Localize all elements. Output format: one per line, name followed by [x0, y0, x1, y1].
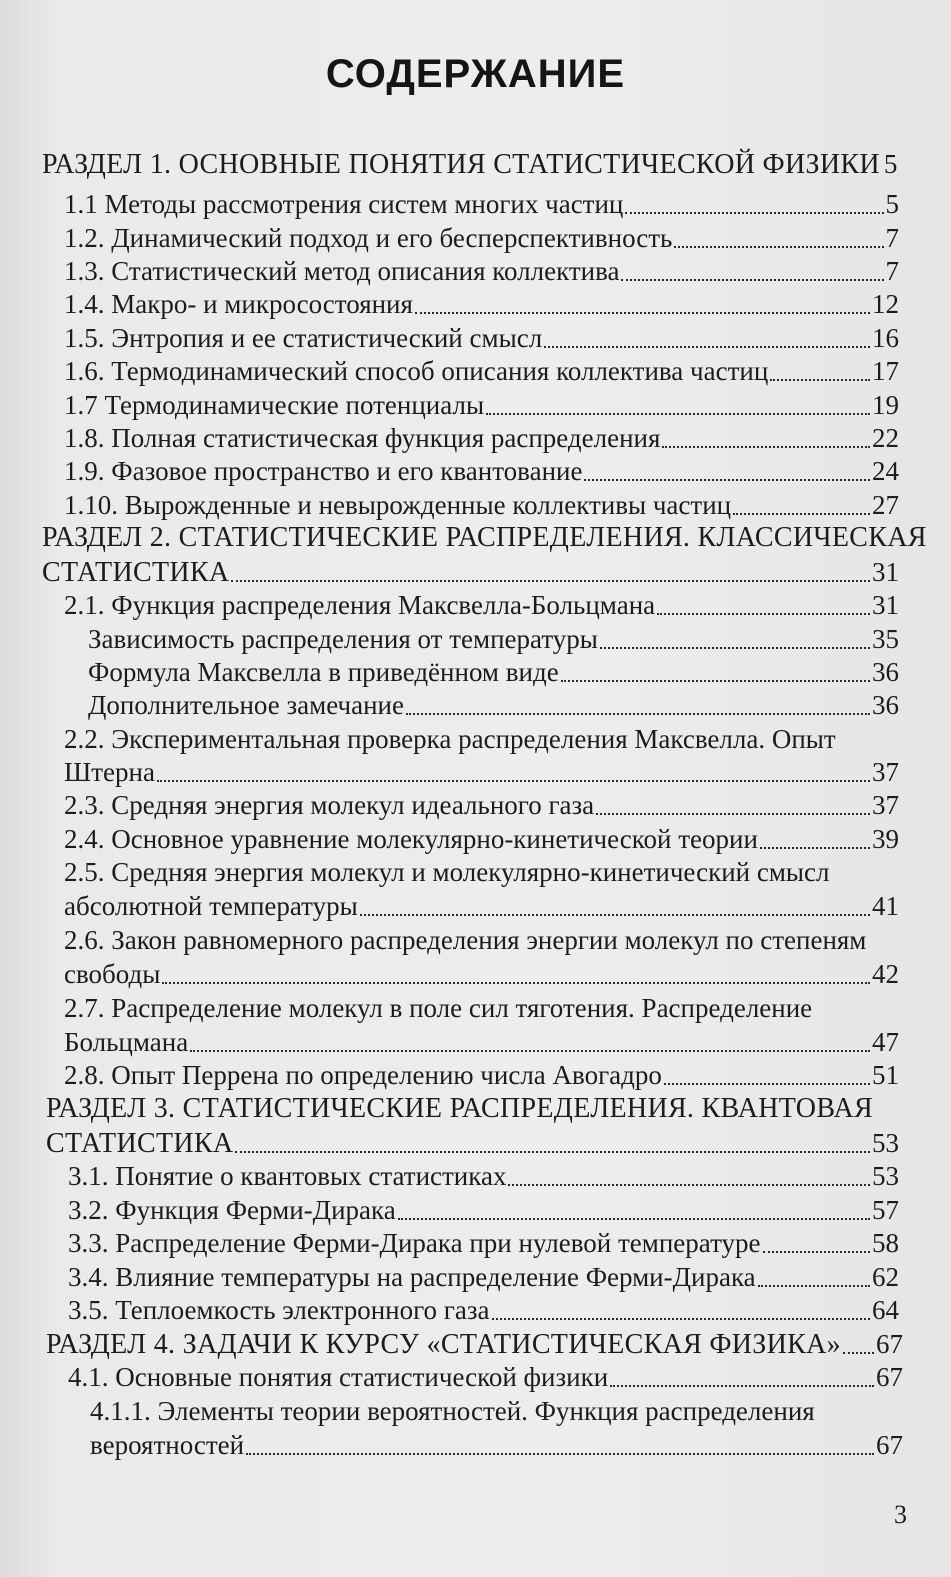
toc-leader-dots: [360, 913, 870, 916]
page-number: 3: [894, 1500, 907, 1529]
toc-leader-dots: [157, 779, 870, 782]
toc-entry-page: 24: [872, 456, 899, 486]
toc-leader-dots: [733, 512, 870, 515]
toc-entry: [46, 1328, 903, 1361]
toc-entry-page: 41: [872, 891, 899, 921]
toc-entry-title: 4.1. Основные понятия статистической физики: [68, 1362, 609, 1392]
toc-entry-page: 36: [872, 690, 899, 720]
toc-leader-dots: [398, 1217, 870, 1220]
toc-entry: [68, 1361, 903, 1394]
toc-entry-page: 37: [872, 757, 899, 787]
toc-leader-dots: [674, 245, 883, 248]
toc-entry-title: 1.6. Термодинамический способ описания коллектива частиц: [64, 356, 769, 386]
toc-entry: [64, 1026, 899, 1059]
toc-leader-dots: [657, 612, 870, 615]
toc-entry: [68, 1294, 899, 1327]
toc-entry-page: 7: [885, 256, 899, 286]
toc-leader-dots: [770, 378, 870, 381]
toc-entry-first-line: 2.5. Средняя энергия молекул и молекулярно-кинетический смысл: [64, 857, 830, 887]
toc-entry-page: 16: [872, 323, 899, 353]
toc-leader-dots: [162, 981, 870, 984]
toc-entry-first-line: 2.2. Экспериментальная проверка распределения Максвелла. Опыт: [64, 724, 836, 754]
toc-entry: [88, 689, 899, 722]
toc-leader-dots: [662, 445, 870, 448]
toc-entry: [64, 890, 899, 923]
toc-entry-title: 2.8. Опыт Перрена по определению числа Авогадро: [64, 1060, 662, 1090]
toc-entry-title: 1.7 Термодинамические потенциалы: [64, 390, 485, 420]
toc-entry-page: 31: [872, 557, 899, 587]
toc-entry: [64, 455, 899, 488]
toc-entry-title: 3.3. Распределение Ферми-Дирака при нулевой температуре: [68, 1228, 761, 1258]
toc-entry-page: 42: [872, 959, 899, 989]
toc-entry-page: 64: [872, 1295, 899, 1325]
toc-leader-dots: [406, 712, 870, 715]
toc-entry-page: 37: [872, 790, 899, 820]
toc-entry-title: вероятностей: [90, 1430, 245, 1460]
toc-entry-title: СТАТИСТИКА: [46, 1128, 234, 1159]
toc-entry-title: СТАТИСТИКА: [42, 557, 230, 588]
toc-entry: [64, 389, 899, 422]
toc-entry-first-line: 4.1.1. Элементы теории вероятностей. Функция распределения: [90, 1396, 815, 1426]
toc-leader-dots: [231, 579, 870, 582]
toc-leader-dots: [600, 646, 870, 649]
toc-entry: [88, 656, 899, 689]
toc-entry: [68, 1227, 899, 1260]
toc-leader-dots: [621, 278, 883, 281]
toc-entry: [64, 288, 899, 321]
toc-entry-page: 17: [872, 356, 899, 386]
page-title: СОДЕРЖАНИЕ: [325, 52, 626, 96]
toc-entry-first-line: 2.6. Закон равномерного распределения энергии молекул по степеням: [64, 925, 867, 955]
toc-entry-page: 7: [885, 223, 899, 253]
toc-leader-dots: [758, 1284, 870, 1287]
toc-entry-title: Зависимость распределения от температуры: [88, 624, 598, 654]
toc-entry-title: РАЗДЕЛ 4. ЗАДАЧИ К КУРСУ «СТАТИСТИЧЕСКАЯ ФИЗИКА»: [46, 1329, 841, 1360]
toc-leader-dots: [492, 1317, 871, 1320]
toc-leader-dots: [760, 846, 870, 849]
toc-entry-first-line: РАЗДЕЛ 2. СТАТИСТИЧЕСКИЕ РАСПРЕДЕЛЕНИЯ. КЛАССИЧЕСКАЯ: [42, 522, 927, 553]
toc-leader-dots: [415, 311, 870, 314]
toc-entry: [64, 756, 899, 789]
toc-entry: [64, 255, 899, 288]
toc-entry: [64, 1059, 899, 1092]
toc-leader-dots: [190, 1049, 870, 1052]
toc-entry-page: 53: [872, 1161, 899, 1191]
toc-entry-page: 67: [876, 1329, 903, 1359]
toc-entry-page: 47: [872, 1027, 899, 1057]
toc-entry-title: 1.4. Макро- и микросостояния: [64, 289, 413, 319]
toc-entry-page: 31: [872, 590, 899, 620]
toc-entry-page: 53: [872, 1128, 899, 1158]
toc-entry-page: 27: [872, 490, 899, 520]
toc-entry-page: 35: [872, 624, 899, 654]
toc-entry: [64, 489, 899, 522]
toc-entry-page: 39: [872, 824, 899, 854]
toc-leader-dots: [235, 1150, 870, 1153]
toc-entry: [68, 1194, 899, 1227]
toc-entry-page: 36: [872, 657, 899, 687]
toc-leader-dots: [246, 1452, 874, 1455]
toc-leader-dots: [508, 1183, 870, 1186]
toc-leader-dots: [625, 211, 883, 214]
toc-entry: [42, 556, 899, 589]
toc-entry-page: 12: [872, 289, 899, 319]
toc-entry: [46, 1127, 899, 1160]
toc-entry-title: 2.4. Основное уравнение молекулярно-кинетической теории: [64, 824, 758, 854]
toc-entry-title: 1.3. Статистический метод описания коллектива: [64, 256, 620, 286]
toc-entry: [68, 1261, 899, 1294]
toc-leader-dots: [763, 1250, 871, 1253]
toc-leader-dots: [596, 812, 870, 815]
toc-entry-title: 3.4. Влияние температуры на распределение Ферми-Дирака: [68, 1262, 756, 1292]
toc-leader-dots: [843, 1351, 874, 1354]
toc-entry: [64, 355, 899, 388]
toc-entry-page: 51: [872, 1060, 899, 1090]
toc-leader-dots: [664, 1082, 870, 1085]
toc-entry: [64, 422, 899, 455]
toc-leader-dots: [486, 412, 870, 415]
toc-entry-title: 1.9. Фазовое пространство и его квантование: [64, 456, 583, 486]
toc-entry: [68, 1160, 899, 1193]
toc-entry-page: 19: [872, 390, 899, 420]
toc-leader-dots: [584, 478, 870, 481]
toc-entry-page: 58: [872, 1228, 899, 1258]
toc-entry-title: 2.1. Функция распределения Максвелла-Больцмана: [64, 590, 656, 620]
toc-entry: [64, 322, 899, 355]
toc-entry-title: Больцмана: [64, 1027, 189, 1057]
toc-entry-title: Дополнительное замечание: [88, 690, 404, 720]
toc-entry-title: Штерна: [64, 757, 155, 787]
toc-entry-title: свободы: [64, 959, 161, 989]
toc-entry-title: 3.1. Понятие о квантовых статистиках: [68, 1161, 507, 1191]
toc-entry: [64, 958, 899, 991]
toc-entry-page: 5: [883, 149, 898, 179]
toc-entry: [88, 623, 899, 656]
toc-entry-page: 5: [885, 189, 899, 219]
toc-entry: [64, 789, 899, 822]
toc-entry-page: 67: [876, 1362, 903, 1392]
toc-entry: [64, 222, 899, 255]
toc-leader-dots: [544, 345, 870, 348]
toc-entry-first-line: РАЗДЕЛ 3. СТАТИСТИЧЕСКИЕ РАСПРЕДЕЛЕНИЯ. КВАНТОВАЯ: [46, 1093, 874, 1124]
toc-entry-title: 1.8. Полная статистическая функция распределения: [64, 423, 661, 453]
toc-entry-page: 22: [872, 423, 899, 453]
toc-leader-dots: [610, 1384, 874, 1387]
toc-entry: [90, 1429, 903, 1462]
toc-entry-first-line: 2.7. Распределение молекул в поле сил тяготения. Распределение: [64, 993, 813, 1023]
toc-entry-title: 2.3. Средняя энергия молекул идеального газа: [64, 790, 595, 820]
toc-entry-page: 62: [872, 1262, 899, 1292]
toc-entry-title: 3.2. Функция Ферми-Дирака: [68, 1195, 396, 1225]
toc-entry-title: абсолютной температуры: [64, 891, 358, 921]
toc-entry-title: 1.10. Вырожденные и невырожденные коллективы частиц: [64, 490, 732, 520]
toc-entry-title: 1.2. Динамический подход и его бесперспективность: [64, 223, 673, 253]
toc-entry-page: 67: [876, 1430, 903, 1460]
toc-entry-title: 3.5. Теплоемкость электронного газа: [68, 1295, 490, 1325]
toc-entry-title: 1.5. Энтропия и ее статистический смысл: [64, 323, 543, 353]
toc-entry-title: РАЗДЕЛ 1. ОСНОВНЫЕ ПОНЯТИЯ СТАТИСТИЧЕСКОЙ ФИЗИКИ: [42, 149, 880, 180]
toc-leader-dots: [561, 679, 870, 682]
toc-entry-title: 1.1 Методы рассмотрения систем многих частиц: [64, 189, 624, 219]
toc-entry-title: Формула Максвелла в приведённом виде: [88, 657, 559, 687]
toc-entry: [64, 188, 899, 221]
toc-entry: [64, 823, 899, 856]
toc-entry-page: 57: [872, 1195, 899, 1225]
toc-entry: [42, 148, 897, 181]
toc-entry: [64, 589, 899, 622]
